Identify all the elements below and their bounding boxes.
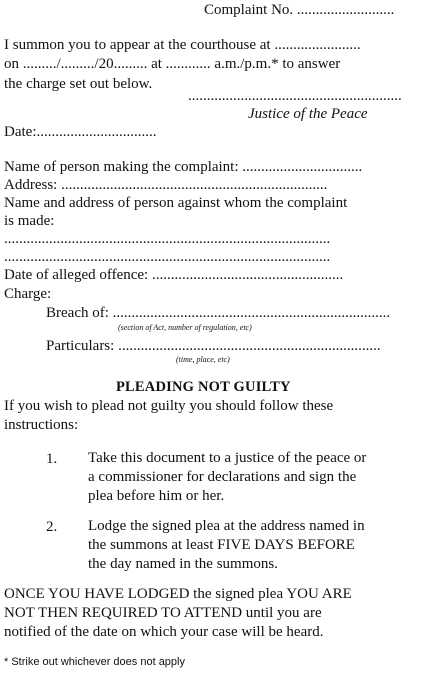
against-line-2: is made:	[4, 213, 55, 229]
signature-label: Justice of the Peace	[248, 106, 368, 122]
breach-hint: (section of Act, number of regulation, etc)	[118, 323, 252, 332]
dots-row-1: .......................................................................................	[4, 231, 331, 247]
breach-line: Breach of: ..........................................................................	[46, 305, 391, 321]
particulars-line: Particulars: ......................................................................	[46, 338, 381, 354]
signature-dots: .........................................................	[188, 88, 402, 104]
step-line: Lodge the signed plea at the address named in	[88, 518, 365, 534]
summons-line-3: the charge set out below.	[4, 76, 153, 92]
closing-line-1: ONCE YOU HAVE LODGED the signed plea YOU ARE	[4, 586, 352, 602]
date-line: Date:................................	[4, 124, 157, 140]
offence-date-line: Date of alleged offence: ...................................................	[4, 267, 344, 283]
pleading-heading: PLEADING NOT GUILTY	[116, 379, 291, 395]
pleading-intro-line-1: If you wish to plead not guilty you should follow these	[4, 398, 334, 414]
step-line: Take this document to a justice of the peace or	[88, 450, 367, 466]
step-number: 2.	[46, 519, 58, 535]
dots-row-2: .......................................................................................	[4, 249, 331, 265]
complainant-address-line: Address: .......................................................................	[4, 177, 328, 193]
pleading-intro-line-2: instructions:	[4, 417, 79, 433]
step-line: a commissioner for declarations and sign the	[88, 469, 357, 485]
footnote: * Strike out whichever does not apply	[4, 656, 185, 668]
step-line: the summons at least FIVE DAYS BEFORE	[88, 537, 355, 553]
closing-line-3: notified of the date on which your case will be heard.	[4, 624, 324, 640]
charge-label: Charge:	[4, 286, 52, 302]
step-line: the day named in the summons.	[88, 556, 278, 572]
complainant-name-line: Name of person making the complaint: ................................	[4, 159, 363, 175]
step-number: 1.	[46, 451, 58, 467]
summons-line-1: I summon you to appear at the courthouse at .......................	[4, 37, 361, 53]
closing-line-2: NOT THEN REQUIRED TO ATTEND until you are	[4, 605, 322, 621]
summons-line-2: on ........./........./20......... at ............ a.m./p.m.* to answer	[4, 56, 341, 72]
particulars-hint: (time, place, etc)	[176, 355, 230, 364]
step-line: plea before him or her.	[88, 488, 225, 504]
against-line-1: Name and address of person against whom the complaint	[4, 195, 348, 211]
complaint-number: Complaint No. ..........................	[204, 2, 395, 18]
